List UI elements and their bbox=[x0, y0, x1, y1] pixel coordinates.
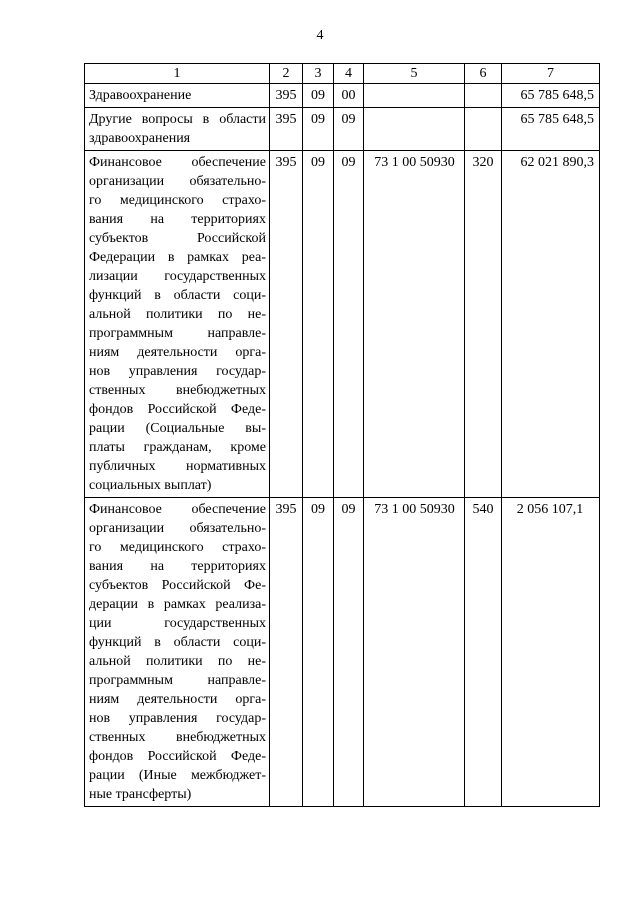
description-line: вания на территориях bbox=[89, 559, 266, 574]
cell-amount: 65 785 648,5 bbox=[502, 108, 600, 151]
cell-target-article: 73 1 00 50930 bbox=[364, 498, 465, 807]
header-cell-expense-type: 6 bbox=[465, 64, 502, 84]
cell-subsection: 09 bbox=[334, 498, 364, 807]
cell-description bbox=[85, 151, 270, 498]
description-line: альной политики по не- bbox=[89, 654, 266, 669]
description-line: программным направле- bbox=[89, 673, 266, 688]
description-line: Здравоохранение bbox=[89, 88, 192, 103]
description-line: ции государственных bbox=[89, 616, 266, 631]
cell-code: 395 bbox=[270, 108, 303, 151]
description-line: ственных внебюджетных bbox=[89, 730, 266, 745]
cell-code: 395 bbox=[270, 84, 303, 108]
cell-section: 09 bbox=[303, 84, 334, 108]
cell-subsection: 00 bbox=[334, 84, 364, 108]
description-line: Финансовое обеспечение bbox=[89, 502, 266, 517]
description-line: альной политики по не- bbox=[89, 307, 266, 322]
table-row bbox=[85, 84, 600, 108]
table-body bbox=[85, 64, 600, 807]
cell-description bbox=[85, 498, 270, 807]
table-row bbox=[85, 151, 600, 498]
cell-section: 09 bbox=[303, 498, 334, 807]
cell-description bbox=[85, 108, 270, 151]
description-line: организации обязательно- bbox=[89, 521, 266, 536]
cell-amount: 62 021 890,3 bbox=[502, 151, 600, 498]
cell-target-article bbox=[364, 108, 465, 151]
header-cell-code: 2 bbox=[270, 64, 303, 84]
cell-code: 395 bbox=[270, 151, 303, 498]
cell-expense-type bbox=[465, 108, 502, 151]
description-line: го медицинского страхо- bbox=[89, 193, 266, 208]
description-line: социальных выплат) bbox=[89, 478, 212, 493]
description-line: платы гражданам, кроме bbox=[89, 440, 266, 455]
budget-table bbox=[84, 63, 600, 807]
description-line: фондов Российской Феде- bbox=[89, 402, 266, 417]
header-cell-subsection: 4 bbox=[334, 64, 364, 84]
cell-target-article: 73 1 00 50930 bbox=[364, 151, 465, 498]
description-line: функций в области соци- bbox=[89, 635, 266, 650]
header-cell-description: 1 bbox=[85, 64, 270, 84]
cell-expense-type: 540 bbox=[465, 498, 502, 807]
description-line: Финансовое обеспечение bbox=[89, 155, 266, 170]
cell-expense-type: 320 bbox=[465, 151, 502, 498]
description-line: здравоохранения bbox=[89, 131, 191, 146]
cell-description bbox=[85, 84, 270, 108]
description-line: ственных внебюджетных bbox=[89, 383, 266, 398]
cell-amount: 65 785 648,5 bbox=[502, 84, 600, 108]
cell-subsection: 09 bbox=[334, 108, 364, 151]
cell-expense-type bbox=[465, 84, 502, 108]
description-line: Федерации в рамках реа- bbox=[89, 250, 266, 265]
header-row bbox=[85, 64, 600, 84]
description-line: рации (Иные межбюджет- bbox=[89, 768, 266, 783]
description-line: вания на территориях bbox=[89, 212, 266, 227]
description-line: дерации в рамках реализа- bbox=[89, 597, 266, 612]
header-cell-section: 3 bbox=[303, 64, 334, 84]
description-line: рации (Социальные вы- bbox=[89, 421, 266, 436]
header-cell-target-article: 5 bbox=[364, 64, 465, 84]
description-line: лизации государственных bbox=[89, 269, 266, 284]
cell-section: 09 bbox=[303, 151, 334, 498]
cell-target-article bbox=[364, 84, 465, 108]
description-line: фондов Российской Феде- bbox=[89, 749, 266, 764]
description-line: Другие вопросы в области bbox=[89, 112, 266, 127]
description-line: организации обязательно- bbox=[89, 174, 266, 189]
description-line: нов управления государ- bbox=[89, 364, 266, 379]
description-line: функций в области соци- bbox=[89, 288, 266, 303]
description-line: субъектов Российской bbox=[89, 231, 266, 246]
header-cell-amount: 7 bbox=[502, 64, 600, 84]
cell-subsection: 09 bbox=[334, 151, 364, 498]
description-line: программным направле- bbox=[89, 326, 266, 341]
description-line: го медицинского страхо- bbox=[89, 540, 266, 555]
cell-code: 395 bbox=[270, 498, 303, 807]
description-line: ные трансферты) bbox=[89, 787, 192, 802]
description-line: ниям деятельности орга- bbox=[89, 692, 266, 707]
description-line: публичных нормативных bbox=[89, 459, 266, 474]
page-number: 4 bbox=[316, 28, 324, 43]
cell-amount: 2 056 107,1 bbox=[502, 498, 600, 807]
description-line: нов управления государ- bbox=[89, 711, 266, 726]
table-row bbox=[85, 498, 600, 807]
description-line: субъектов Российской Фе- bbox=[89, 578, 266, 593]
description-line: ниям деятельности орга- bbox=[89, 345, 266, 360]
table-row bbox=[85, 108, 600, 151]
cell-section: 09 bbox=[303, 108, 334, 151]
